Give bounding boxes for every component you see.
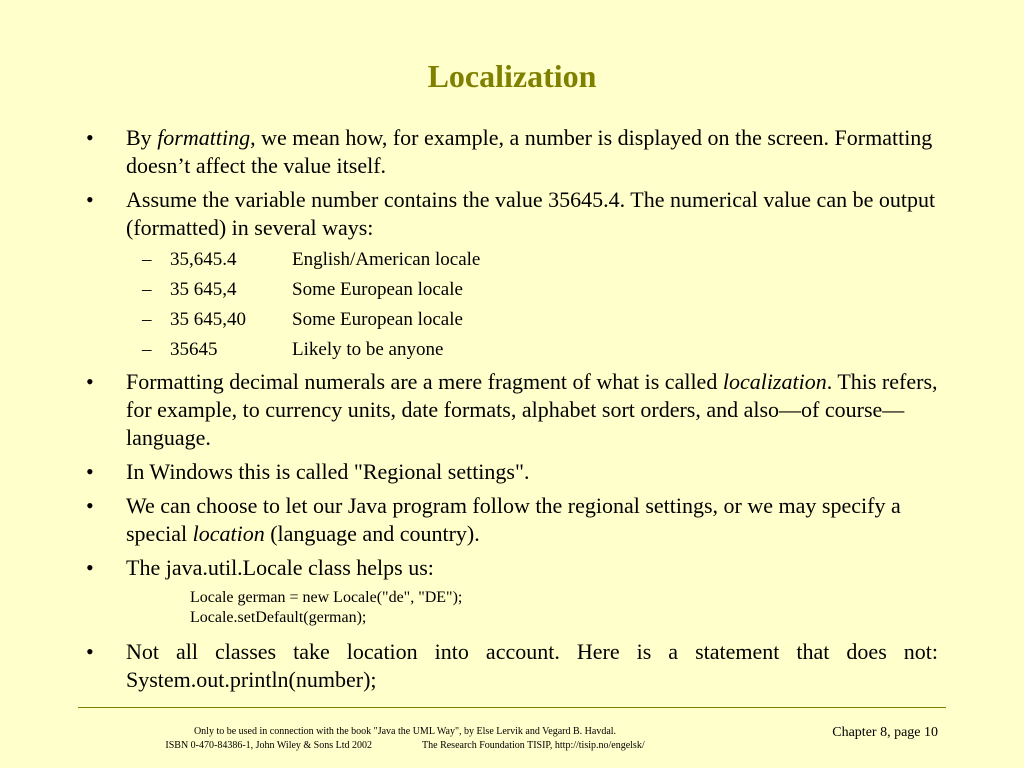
bullet-text: Assume the variable number contains the value 35645.4. The numerical value can be output (formatted) in several ways: [126,187,936,240]
bullet-locale-class [86,554,938,582]
dash-mark: – [142,309,152,330]
example-value: 35 645,4 [170,279,237,300]
dash-mark: – [142,279,152,300]
example-value: 35645 [170,339,218,360]
bullet-localization [86,368,938,452]
bullet-text-pre: By [126,125,158,150]
bullet-mark: • [86,493,94,518]
page-number: Chapter 8, page 10 [832,725,938,740]
footer-divider [78,707,946,708]
bullet-mark: • [86,125,94,150]
footer-line-1: Only to be used in connection with the book "Java the UML Way", by Else Lervik and Vegard B. Havdal. [193,726,617,737]
bullet-mark: • [86,187,94,212]
bullet-mark: • [86,459,94,484]
bullet-regional-settings [86,458,938,486]
code-line: Locale german = new Locale("de", "DE"); [190,589,463,606]
bullet-mark: • [86,555,94,580]
code-line: Locale.setDefault(german); [190,609,367,626]
footer-copyright [100,725,710,753]
example-item [86,248,938,272]
example-item [86,338,938,362]
example-item [86,278,938,302]
example-item [86,308,938,332]
bullet-not-all-classes [86,638,938,694]
bullet-text-pre: Formatting decimal numerals are a mere fragment of what is called [126,369,723,394]
bullet-text: In Windows this is called "Regional settings". [126,459,530,484]
bullet-text: The java.util.Locale class helps us: [126,555,434,580]
example-locale: Likely to be anyone [292,339,444,360]
bullet-text-post: . This refers, for example, to currency units, date formats, alphabet sort orders, and also—of course—language. [126,369,938,450]
example-locale: Some European locale [292,309,463,330]
example-locale: English/American locale [292,249,481,270]
bullet-text-pre: We can choose to let our Java program follow the regional settings, or we may specify a special [126,493,901,546]
footer-foundation: The Research Foundation TISIP, http://tisip.no/engelsk/ [422,740,645,751]
slide-title: Localization [427,58,597,94]
bullet-emphasis: location [192,521,265,546]
bullet-text-post: , we mean how, for example, a number is displayed on the screen. Formatting doesn’t affect the value itself. [126,125,933,178]
bullet-formatting [86,124,938,180]
example-value: 35,645.4 [170,249,237,270]
bullet-emphasis: formatting [157,125,251,150]
code-block [86,588,938,628]
bullet-emphasis: localization [722,369,827,394]
bullet-text: Not all classes take location into account. Here is a statement that does not: System.out.println(number); [126,639,938,692]
footer-isbn: ISBN 0-470-84386-1, John Wiley & Sons Ltd 2002 [165,740,373,751]
bullet-text-post: (language and country). [264,521,480,546]
example-value: 35 645,40 [170,309,246,330]
bullet-mark: • [86,369,94,394]
slide-content [86,124,938,700]
example-locale: Some European locale [292,279,463,300]
bullet-assume-value [86,186,938,242]
bullet-mark: • [86,639,94,664]
bullet-java-location [86,492,938,548]
dash-mark: – [142,249,152,270]
dash-mark: – [142,339,152,360]
footer-line-2 [100,739,710,753]
